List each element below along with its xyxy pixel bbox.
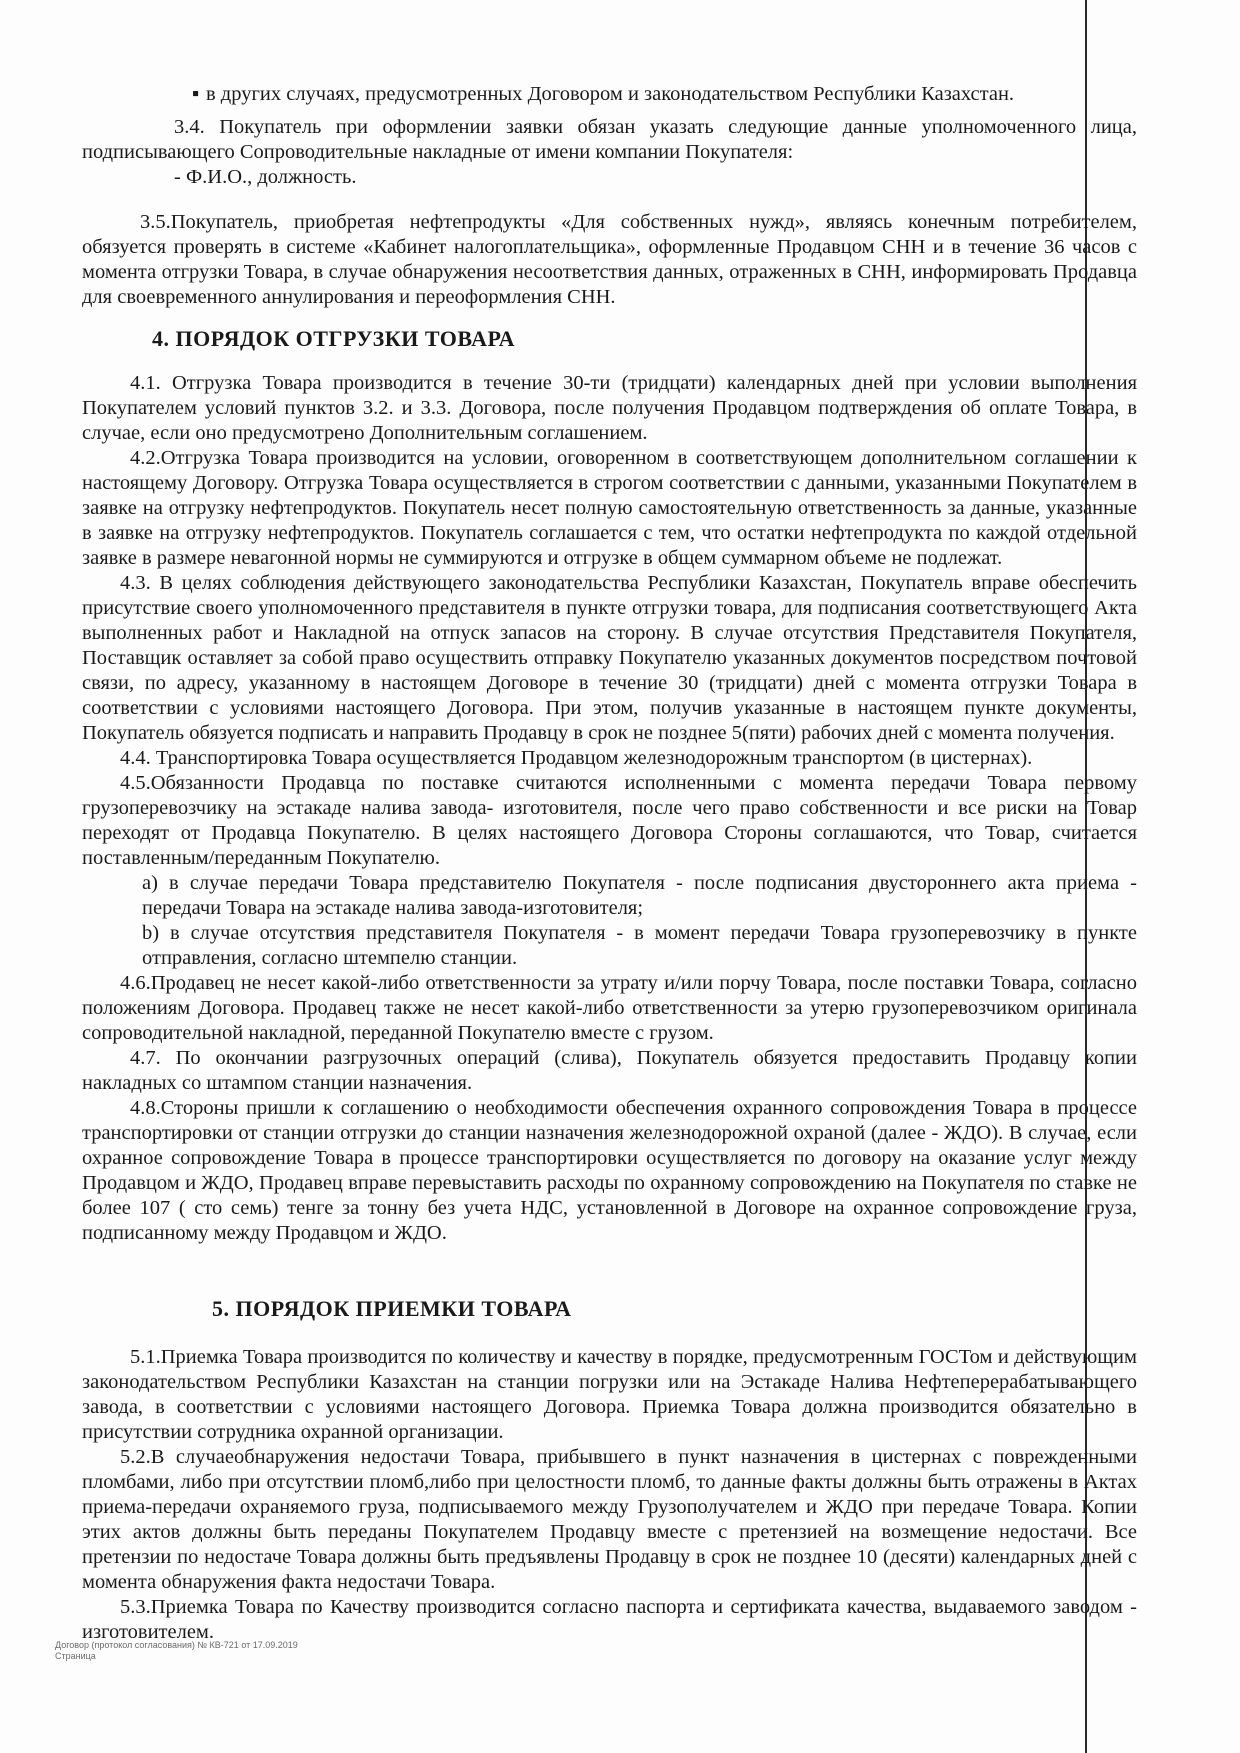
- bullet-text: в других случаях, предусмотренных Договором и законодательством Республики Казахстан.: [206, 83, 1015, 105]
- bullet-item: [82, 82, 1137, 107]
- bullet-icon: ▪: [192, 83, 200, 105]
- clause-5-3: 5.3.Приемка Товара по Качеству производится согласно паспорта и сертификата качества, выдаваемого заводом - изготовителем.: [82, 1596, 1137, 1643]
- section-5-heading: 5. ПОРЯДОК ПРИЕМКИ ТОВАРА: [212, 1296, 572, 1321]
- clause-4-6: 4.6.Продавец не несет какой-либо ответственности за утрату и/или порчу Товара, после поставки Товара, согласно положениям Договора. Продавец также не несет какой-либо ответственности за утерю грузоперевозчиком оригинала сопроводительной накладной, переданной Покупателю вместе с грузом.: [82, 972, 1137, 1044]
- clause-4-5-a: a) в случае передачи Товара представителю Покупателя - после подписания двустороннего акта приема - передачи Товара на эстакаде налива завода-изготовителя;: [142, 872, 1137, 919]
- clause-4-5-b: b) в случае отсутствия представителя Покупателя - в момент передачи Товара грузоперевозчику в пункте отправления, согласно штемпелю станции.: [142, 922, 1137, 969]
- footer-line-1: Договор (протокол согласования) № КВ-721 от 17.09.2019: [55, 1640, 298, 1650]
- clause-5-1: 5.1.Приемка Товара производится по количеству и качеству в порядке, предусмотренным ГОСТом и действующим законодательством Республики Казахстан на станции погрузки или на Эстакаде Налива Нефтеперерабатывающего завода, в соответствии с условиями настоящего Договора. Приемка Товара должна производится обязательно в присутствии сотрудника охранной организации.: [82, 1346, 1137, 1443]
- document-body: [82, 82, 1137, 1645]
- section-4-heading: 4. ПОРЯДОК ОТГРУЗКИ ТОВАРА: [152, 326, 516, 351]
- clause-4-1: 4.1. Отгрузка Товара производится в течение 30-ти (тридцати) календарных дней при условии выполнения Покупателем условий пунктов 3.2. и 3.3. Договора, после получения Продавцом подтверждения об оплате Товара, в случае, если оно предусмотрено Дополнительным соглашением.: [82, 372, 1137, 444]
- clause-3-5: 3.5.Покупатель, приобретая нефтепродукты «Для собственных нужд», являясь конечным потребителем, обязуется проверять в системе «Кабинет налогоплательщика», оформленные Продавцом СНН и в течение 36 часов с момента отгрузки Товара, в случае обнаружения несоответствия данных, отраженных в СНН, информировать Продавца для своевременного аннулирования и переоформления СНН.: [82, 211, 1137, 308]
- clause-4-4: 4.4. Транспортировка Товара осуществляется Продавцом железнодорожным транспортом (в цистернах).: [120, 747, 1033, 769]
- clause-5-2: 5.2.В случаеобнаружения недостачи Товара, прибывшего в пункт назначения в цистернах с поврежденными пломбами, либо при отсутствии пломб,либо при целостности пломб, то данные факты должны быть отражены в Актах приема-передачи охраняемого груза, подписываемого между Грузополучателем и ЖДО при передаче Товара. Копии этих актов должны быть переданы Покупателем Продавцу вместе с претензией на возмещение недостачи. Все претензии по недостаче Товара должны быть предъявлены Продавцу в срок не позднее 10 (десяти) календарных дней с момента обнаружения факта недостачи Товара.: [82, 1446, 1137, 1593]
- footer-line-2: Страница: [55, 1651, 96, 1661]
- clause-4-5: 4.5.Обязанности Продавца по поставке считаются исполненными с момента передачи Товара первому грузоперевозчику на эстакаде налива завода- изготовителя, после чего право собственности и все риски на Товар переходят от Продавца Покупателю. В целях настоящего Договора Стороны соглашаются, что Товар, считается поставленным/переданным Покупателю.: [82, 772, 1137, 869]
- clause-3-4-fio: - Ф.И.О., должность.: [174, 166, 357, 188]
- footer-note: [55, 1640, 298, 1662]
- clause-4-2: 4.2.Отгрузка Товара производится на условии, оговоренном в соответствующем дополнительном соглашении к настоящему Договору. Отгрузка Товара осуществляется в строгом соответствии с данными, указанными Покупателем в заявке на отгрузку нефтепродуктов. Покупатель несет полную самостоятельную ответственность за данные, указанные в заявке на отгрузку нефтепродуктов. Покупатель соглашается с тем, что остатки нефтепродукта по каждой отдельной заявке в размере невагонной нормы не суммируются и отгрузке в общем суммарном объеме не подлежат.: [82, 447, 1137, 569]
- clause-3-4: 3.4. Покупатель при оформлении заявки обязан указать следующие данные уполномоченного лица, подписывающего Сопроводительные накладные от имени компании Покупателя:: [82, 116, 1137, 163]
- clause-4-3: 4.3. В целях соблюдения действующего законодательства Республики Казахстан, Покупатель вправе обеспечить присутствие своего уполномоченного представителя в пункте отгрузки товара, для подписания соответствующего Акта выполненных работ и Накладной на отпуск запасов на сторону. В случае отсутствия Представителя Покупателя, Поставщик оставляет за собой право осуществить отправку Покупателю указанных документов посредством почтовой связи, по адресу, указанному в настоящем Договоре в течение 30 (тридцати) дней с момента отгрузки Товара в соответствии с условиями настоящего Договора. При этом, получив указанные в настоящем пункте документы, Покупатель обязуется подписать и направить Продавцу в срок не позднее 5(пяти) рабочих дней с момента получения.: [82, 572, 1137, 744]
- clause-4-8: 4.8.Стороны пришли к соглашению о необходимости обеспечения охранного сопровождения Товара в процессе транспортировки от станции отгрузки до станции назначения железнодорожной охраной (далее - ЖДО). В случае, если охранное сопровождение Товара в процессе транспортировки осуществляется по договору на оказание услуг между Продавцом и ЖДО, Продавец вправе перевыставить расходы по охранному сопровождению на Покупателя по ставке не более 107 ( сто семь) тенге за тонну без учета НДС, установленной в Договоре на охранное сопровождение груза, подписанному между Продавцом и ЖДО.: [82, 1097, 1137, 1244]
- clause-4-7: 4.7. По окончании разгрузочных операций (слива), Покупатель обязуется предоставить Продавцу копии накладных со штампом станции назначения.: [82, 1047, 1137, 1094]
